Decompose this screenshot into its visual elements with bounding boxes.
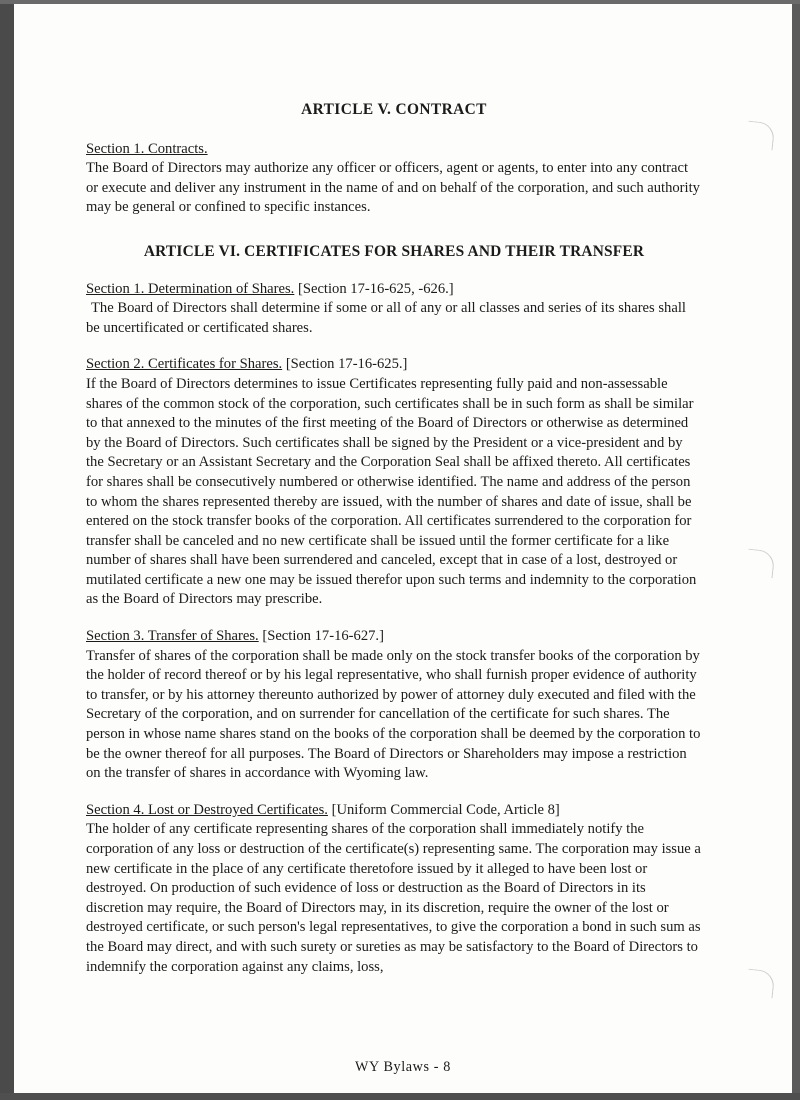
scan-edge-bottom (0, 1093, 800, 1100)
section-determination-text (86, 280, 702, 339)
section-transfer-body: Transfer of shares of the corporation shall be made only on the stock transfer books of the corporation by the holder of record thereof or by his legal representative, who shall furnish proper evidence of authority to transfer, or by his attorney thereunto authorized by power of attorney duly executed and filed with the Secretary of the corporation, and on surrender for cancellation of the certificate for such shares. The person in whose name shares stand on the books of the corporation shall be deemed by the corporation to be the owner thereof for all purposes. The Board of Directors or Shareholders may impose a restriction on the transfer of shares in accordance with Wyoming law. (86, 647, 701, 782)
section-certificates-for-shares (86, 355, 702, 610)
page-curl-mark (746, 121, 776, 151)
section-transfer-citation: [Section 17-16-627.] (262, 628, 384, 645)
section-contracts-heading: Section 1. Contracts. (86, 140, 208, 157)
section-certificates-citation: [Section 17-16-625.] (285, 356, 408, 373)
article-vi-heading: ARTICLE VI. CERTIFICATES FOR SHARES AND THEIR TRANSFER (143, 242, 645, 260)
section-lost-body: The holder of any certificate representing shares of the corporation shall immediately notify the corporation of any loss or destruction of the certificate(s) representing same. The corporation may issue a new certificate in the place of any certificate theretofore issued by it alleged to have been lost or destroyed. On production of such evidence of loss or destruction as the Board of Directors in its discretion may require, the Board of Directors may, in its discretion, require the owner of the lost or destroyed certificate, or such person's legal representatives, to give the corporation a bond in such sum as the Board may direct, and with such surety or sureties as may be satisfactory to the Board of Directors to indemnify the corporation against any claims, loss, (86, 821, 701, 975)
section-transfer-text (86, 627, 702, 784)
section-transfer-of-shares (86, 627, 702, 784)
section-transfer-heading: Section 3. Transfer of Shares. (86, 628, 259, 645)
document-sheet (14, 4, 792, 1093)
section-contracts (86, 140, 702, 218)
section-determination-body: The Board of Directors shall determine if some or all of any or all classes and series of its shares shall be uncertificated or certificated shares. (86, 300, 686, 336)
page-curl-mark (746, 969, 776, 999)
article-v-heading: ARTICLE V. CONTRACT (301, 101, 487, 118)
scan-edge-left (0, 0, 14, 1100)
section-determination-heading: Section 1. Determination of Shares. (86, 280, 295, 297)
section-lost-or-destroyed-certificates (86, 801, 702, 977)
page-footer: WY Bylaws - 8 (355, 1059, 451, 1075)
section-determination-citation: [Section 17-16-625, -626.] (297, 280, 454, 297)
section-certificates-body: If the Board of Directors determines to issue Certificates representing fully paid and non-assessable shares of the common stock of the corporation, such certificates shall be in such form as shall be similar to that annexed to the minutes of the first meeting of the Board of Directors or otherwise as determined by the Board of Directors. Such certificates shall be signed by the President or a vice-president and by the Secretary or an Assistant Secretary and the Corporation Seal shall be affixed thereto. All certificates for shares shall be consecutively numbered or otherwise identified. The name and address of the person to whom the shares represented thereby are issued, with the number of shares and date of issue, shall be entered on the stock transfer books of the corporation. All certificates surrendered to the corporation for transfer shall be canceled and no new certificate shall be issued until the former certificate for a like number of shares shall have been surrendered and canceled, except that in case of a lost, destroyed or mutilated certificate a new one may be issued therefor upon such terms and indemnity to the corporation as the Board of Directors may prescribe. (86, 375, 697, 608)
section-certificates-text (86, 355, 702, 610)
section-contracts-body: The Board of Directors may authorize any officer or officers, agent or agents, to enter into any contract or execute and deliver any instrument in the name of and on behalf of the corporation, and such authority may be general or confined to specific instances. (86, 160, 700, 216)
scan-edge-right (792, 0, 800, 1100)
section-lost-citation: [Uniform Commercial Code, Article 8] (331, 801, 560, 818)
document-body (86, 100, 702, 994)
section-determination-of-shares (86, 280, 702, 339)
section-certificates-heading: Section 2. Certificates for Shares. (86, 356, 283, 373)
section-contracts-text (86, 140, 702, 218)
section-lost-heading: Section 4. Lost or Destroyed Certificates. (86, 801, 328, 818)
page-curl-mark (746, 549, 776, 579)
section-lost-text (86, 801, 702, 977)
